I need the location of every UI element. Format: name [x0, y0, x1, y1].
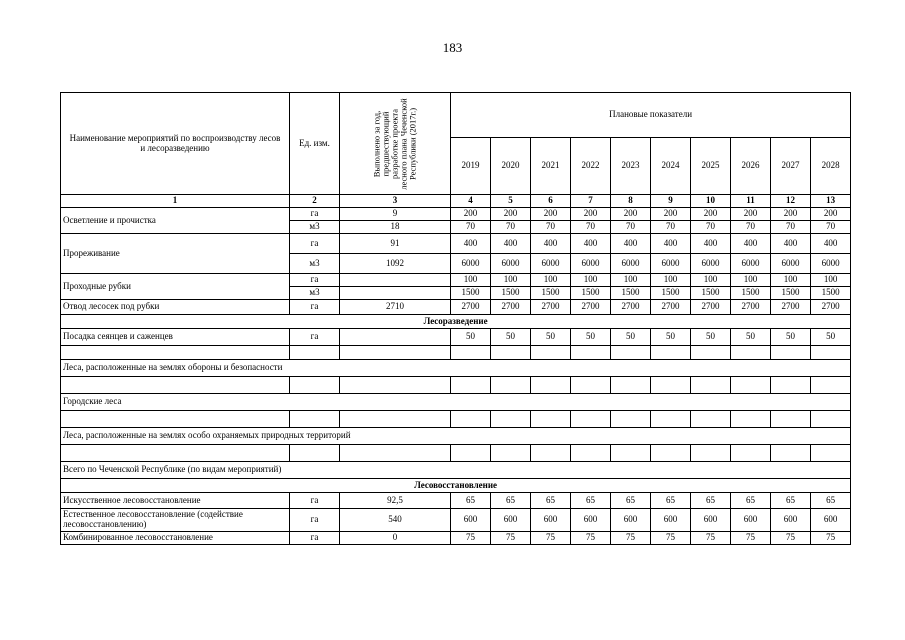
plan-value: 75	[651, 532, 691, 545]
table-row	[61, 462, 851, 479]
plan-value: 1500	[531, 287, 571, 300]
plan-value: 400	[731, 234, 771, 254]
plan-value: 70	[811, 221, 851, 234]
header-name: Наименование мероприятий по воспроизводству лесов и лесоразведению	[61, 93, 290, 195]
table-row	[61, 428, 851, 445]
empty-cell	[731, 346, 771, 360]
plan-value: 100	[651, 274, 691, 287]
empty-cell	[451, 346, 491, 360]
column-number: 1	[61, 195, 290, 208]
plan-value: 200	[451, 208, 491, 221]
column-number: 13	[811, 195, 851, 208]
empty-cell	[61, 346, 290, 360]
row-name: Искусственное лесовосстановление	[61, 493, 290, 509]
plan-value: 1500	[811, 287, 851, 300]
plan-value: 100	[531, 274, 571, 287]
plan-value: 65	[491, 493, 531, 509]
plan-value: 200	[571, 208, 611, 221]
empty-cell	[651, 346, 691, 360]
empty-cell	[531, 445, 571, 462]
empty-cell	[651, 377, 691, 394]
empty-cell	[491, 346, 531, 360]
row-done	[340, 287, 451, 300]
plan-value: 75	[771, 532, 811, 545]
empty-cell	[651, 445, 691, 462]
plan-value: 400	[531, 234, 571, 254]
section-title: Лесовосстановление	[61, 479, 851, 493]
plan-value: 100	[451, 274, 491, 287]
row-unit: м3	[290, 254, 340, 274]
table-row	[61, 329, 851, 346]
plan-value: 200	[731, 208, 771, 221]
row-unit: га	[290, 329, 340, 346]
empty-cell	[571, 411, 611, 428]
plan-value: 50	[691, 329, 731, 346]
plan-value: 6000	[651, 254, 691, 274]
plan-value: 600	[491, 509, 531, 532]
plan-value: 70	[771, 221, 811, 234]
section-title: Лесоразведение	[61, 315, 851, 329]
row-name: Осветление и прочистка	[61, 208, 290, 234]
header-plan: Плановые показатели	[451, 93, 851, 138]
header-done: Выполнено за год, предшествующий разработке проекта лесного плана Чеченской Республики (2017г.)	[340, 93, 451, 195]
plan-value: 1500	[611, 287, 651, 300]
territory-title: Городские леса	[61, 394, 851, 411]
empty-cell	[691, 377, 731, 394]
plan-value: 75	[731, 532, 771, 545]
column-number: 9	[651, 195, 691, 208]
empty-cell	[611, 377, 651, 394]
row-done: 9	[340, 208, 451, 221]
territory-title: Леса, расположенные на землях обороны и безопасности	[61, 360, 851, 377]
row-done: 91	[340, 234, 451, 254]
plan-value: 75	[571, 532, 611, 545]
plan-value: 50	[491, 329, 531, 346]
empty-cell	[611, 411, 651, 428]
row-done: 18	[340, 221, 451, 234]
empty-cell	[451, 445, 491, 462]
empty-cell	[340, 346, 451, 360]
plan-value: 400	[811, 234, 851, 254]
table-row	[61, 360, 851, 377]
table-row	[61, 411, 851, 428]
plan-value: 70	[531, 221, 571, 234]
plan-value: 50	[611, 329, 651, 346]
empty-cell	[61, 411, 290, 428]
plan-value: 100	[731, 274, 771, 287]
table-row	[61, 493, 851, 509]
year-header: 2022	[571, 138, 611, 195]
plan-value: 50	[571, 329, 611, 346]
table-row	[61, 394, 851, 411]
row-unit: га	[290, 493, 340, 509]
empty-cell	[811, 411, 851, 428]
plan-value: 65	[651, 493, 691, 509]
plan-value: 75	[451, 532, 491, 545]
plan-value: 65	[731, 493, 771, 509]
plan-value: 70	[691, 221, 731, 234]
plan-value: 65	[771, 493, 811, 509]
year-header: 2027	[771, 138, 811, 195]
plan-value: 65	[691, 493, 731, 509]
header-unit: Ед. изм.	[290, 93, 340, 195]
plan-value: 6000	[531, 254, 571, 274]
plan-value: 2700	[531, 300, 571, 315]
row-done	[340, 329, 451, 346]
plan-value: 75	[531, 532, 571, 545]
empty-cell	[771, 377, 811, 394]
plan-value: 75	[811, 532, 851, 545]
empty-cell	[290, 377, 340, 394]
plan-value: 400	[571, 234, 611, 254]
row-name: Проходные рубки	[61, 274, 290, 300]
table-row	[61, 532, 851, 545]
plan-value: 400	[691, 234, 731, 254]
plan-value: 600	[731, 509, 771, 532]
column-number: 2	[290, 195, 340, 208]
plan-value: 100	[611, 274, 651, 287]
plan-value: 70	[651, 221, 691, 234]
empty-cell	[811, 445, 851, 462]
plan-value: 400	[491, 234, 531, 254]
plan-value: 200	[811, 208, 851, 221]
plan-value: 1500	[771, 287, 811, 300]
plan-value: 600	[571, 509, 611, 532]
table-row	[61, 234, 851, 254]
column-number: 10	[691, 195, 731, 208]
empty-cell	[340, 377, 451, 394]
year-header: 2025	[691, 138, 731, 195]
empty-cell	[811, 346, 851, 360]
row-unit: м3	[290, 221, 340, 234]
row-unit: м3	[290, 287, 340, 300]
plan-value: 65	[571, 493, 611, 509]
empty-cell	[61, 377, 290, 394]
column-number: 4	[451, 195, 491, 208]
empty-cell	[491, 445, 531, 462]
table-row	[61, 208, 851, 221]
table-row	[61, 346, 851, 360]
table-row	[61, 479, 851, 493]
plan-value: 2700	[451, 300, 491, 315]
empty-cell	[571, 445, 611, 462]
plan-value: 6000	[731, 254, 771, 274]
plan-value: 2700	[491, 300, 531, 315]
plan-value: 50	[771, 329, 811, 346]
empty-cell	[811, 377, 851, 394]
plan-value: 75	[691, 532, 731, 545]
plan-value: 65	[811, 493, 851, 509]
empty-cell	[491, 411, 531, 428]
row-unit: га	[290, 208, 340, 221]
column-number: 5	[491, 195, 531, 208]
plan-value: 6000	[491, 254, 531, 274]
empty-cell	[691, 346, 731, 360]
plan-value: 65	[531, 493, 571, 509]
plan-value: 2700	[651, 300, 691, 315]
empty-cell	[731, 445, 771, 462]
empty-cell	[340, 445, 451, 462]
plan-value: 200	[531, 208, 571, 221]
column-number: 6	[531, 195, 571, 208]
plan-value: 50	[811, 329, 851, 346]
year-header: 2024	[651, 138, 691, 195]
column-number: 8	[611, 195, 651, 208]
row-done: 2710	[340, 300, 451, 315]
empty-cell	[340, 411, 451, 428]
plan-value: 600	[811, 509, 851, 532]
plan-value: 2700	[571, 300, 611, 315]
year-header: 2023	[611, 138, 651, 195]
empty-cell	[611, 445, 651, 462]
plan-value: 70	[731, 221, 771, 234]
row-unit: га	[290, 274, 340, 287]
row-done: 0	[340, 532, 451, 545]
table-row	[61, 377, 851, 394]
plan-value: 200	[771, 208, 811, 221]
row-unit: га	[290, 300, 340, 315]
row-unit: га	[290, 234, 340, 254]
year-header: 2020	[491, 138, 531, 195]
row-done	[340, 274, 451, 287]
empty-cell	[61, 445, 290, 462]
plan-value: 65	[451, 493, 491, 509]
plan-value: 400	[611, 234, 651, 254]
plan-value: 6000	[771, 254, 811, 274]
plan-value: 2700	[731, 300, 771, 315]
plan-value: 50	[651, 329, 691, 346]
plan-value: 70	[451, 221, 491, 234]
plan-value: 70	[571, 221, 611, 234]
plan-value: 200	[691, 208, 731, 221]
plan-value: 400	[771, 234, 811, 254]
plan-value: 6000	[451, 254, 491, 274]
row-unit: га	[290, 532, 340, 545]
plan-value: 70	[611, 221, 651, 234]
row-name: Естественное лесовосстановление (содействие лесовосстановлению)	[61, 509, 290, 532]
empty-cell	[491, 377, 531, 394]
year-header: 2026	[731, 138, 771, 195]
empty-cell	[651, 411, 691, 428]
plan-value: 600	[451, 509, 491, 532]
plan-value: 6000	[611, 254, 651, 274]
plan-value: 2700	[811, 300, 851, 315]
plan-value: 600	[651, 509, 691, 532]
plan-value: 1500	[491, 287, 531, 300]
forest-plan-table	[60, 92, 851, 545]
table-row	[61, 300, 851, 315]
empty-cell	[451, 411, 491, 428]
plan-value: 6000	[691, 254, 731, 274]
row-name: Отвод лесосек под рубки	[61, 300, 290, 315]
row-name: Комбинированное лесовосстановление	[61, 532, 290, 545]
page-number: 183	[442, 40, 463, 55]
empty-cell	[531, 411, 571, 428]
plan-value: 50	[451, 329, 491, 346]
empty-cell	[731, 377, 771, 394]
plan-value: 65	[611, 493, 651, 509]
empty-cell	[531, 346, 571, 360]
header-row-numbers	[61, 195, 851, 208]
plan-value: 100	[691, 274, 731, 287]
plan-value: 100	[491, 274, 531, 287]
empty-cell	[571, 377, 611, 394]
row-name: Прореживание	[61, 234, 290, 274]
table-row	[61, 509, 851, 532]
empty-cell	[691, 411, 731, 428]
empty-cell	[290, 346, 340, 360]
plan-value: 2700	[611, 300, 651, 315]
plan-value: 200	[611, 208, 651, 221]
column-number: 12	[771, 195, 811, 208]
plan-value: 600	[771, 509, 811, 532]
plan-value: 6000	[811, 254, 851, 274]
year-header: 2019	[451, 138, 491, 195]
plan-value: 75	[611, 532, 651, 545]
plan-value: 70	[491, 221, 531, 234]
plan-value: 1500	[731, 287, 771, 300]
plan-value: 6000	[571, 254, 611, 274]
empty-cell	[691, 445, 731, 462]
column-number: 7	[571, 195, 611, 208]
empty-cell	[611, 346, 651, 360]
plan-value: 1500	[651, 287, 691, 300]
empty-cell	[771, 346, 811, 360]
plan-value: 400	[451, 234, 491, 254]
empty-cell	[451, 377, 491, 394]
plan-value: 600	[691, 509, 731, 532]
empty-cell	[290, 411, 340, 428]
plan-value: 100	[771, 274, 811, 287]
year-header: 2028	[811, 138, 851, 195]
empty-cell	[771, 445, 811, 462]
row-name: Посадка сеянцев и саженцев	[61, 329, 290, 346]
plan-value: 1500	[691, 287, 731, 300]
column-number: 11	[731, 195, 771, 208]
plan-value: 200	[651, 208, 691, 221]
row-unit: га	[290, 509, 340, 532]
plan-value: 400	[651, 234, 691, 254]
table-row	[61, 445, 851, 462]
plan-value: 600	[611, 509, 651, 532]
row-done: 92,5	[340, 493, 451, 509]
header-row-1	[61, 93, 851, 138]
year-header: 2021	[531, 138, 571, 195]
table-row	[61, 315, 851, 329]
row-done: 540	[340, 509, 451, 532]
plan-value: 1500	[571, 287, 611, 300]
plan-value: 75	[491, 532, 531, 545]
territory-title: Всего по Чеченской Республике (по видам мероприятий)	[61, 462, 851, 479]
empty-cell	[571, 346, 611, 360]
plan-value: 50	[731, 329, 771, 346]
empty-cell	[731, 411, 771, 428]
row-done: 1092	[340, 254, 451, 274]
plan-value: 2700	[771, 300, 811, 315]
plan-value: 600	[531, 509, 571, 532]
empty-cell	[290, 445, 340, 462]
plan-value: 2700	[691, 300, 731, 315]
plan-value: 1500	[451, 287, 491, 300]
column-number: 3	[340, 195, 451, 208]
territory-title: Леса, расположенные на землях особо охраняемых природных территорий	[61, 428, 851, 445]
plan-value: 100	[571, 274, 611, 287]
empty-cell	[531, 377, 571, 394]
empty-cell	[771, 411, 811, 428]
plan-value: 50	[531, 329, 571, 346]
plan-value: 200	[491, 208, 531, 221]
table-row	[61, 274, 851, 287]
plan-value: 100	[811, 274, 851, 287]
